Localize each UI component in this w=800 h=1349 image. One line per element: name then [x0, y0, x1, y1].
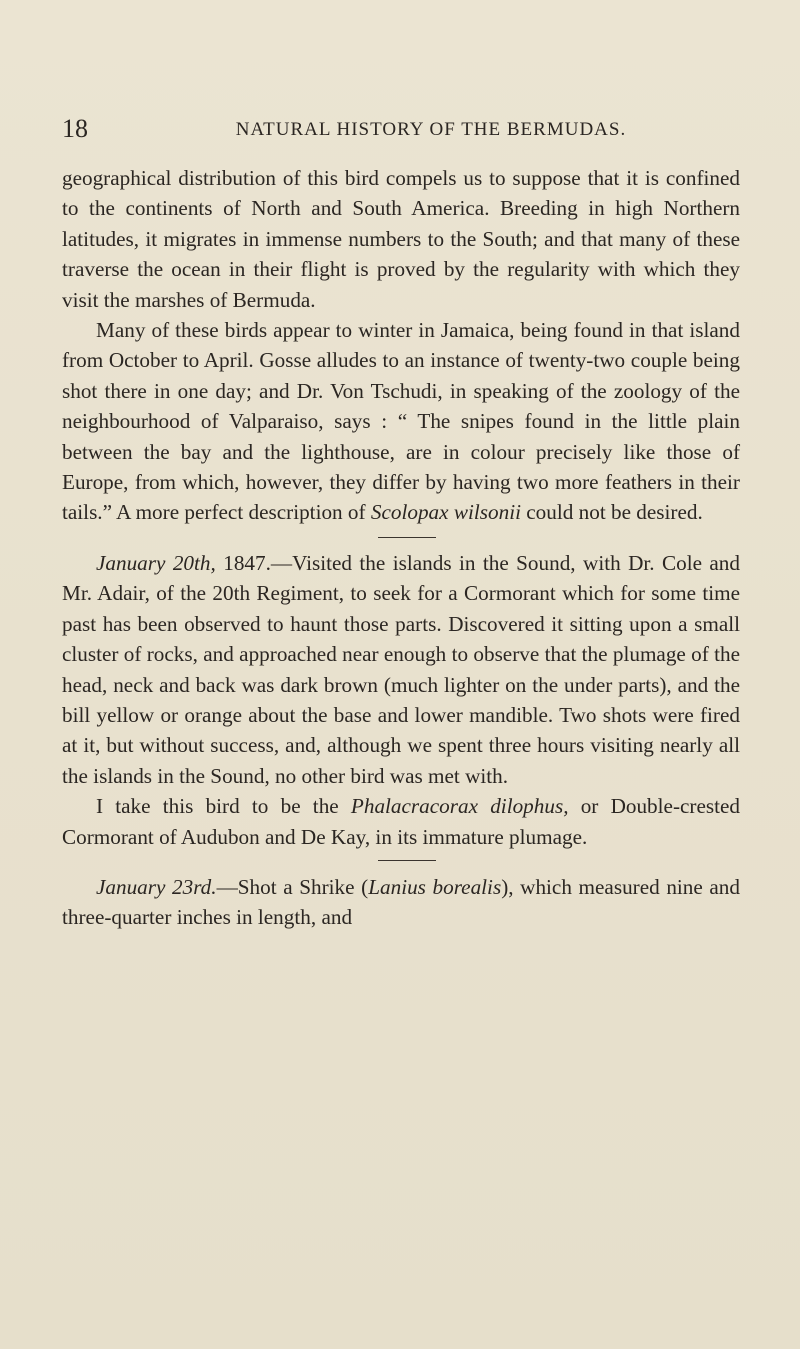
paragraph-cormorant-end: or Double-crested Cormorant of Audubon and De Kay, in its immature plumage. [62, 794, 740, 849]
body-text [62, 163, 740, 933]
paragraph-january-23-end: ), which measured nine and three-quarter inches in length, and [62, 874, 740, 930]
page-number: 18 [62, 114, 88, 143]
paragraph-january-23-text: —Shot a Shrike ( [216, 874, 369, 899]
species-name-lanius: Lanius borealis [368, 874, 502, 899]
section-divider [378, 860, 436, 861]
paragraph-january-23 [62, 872, 740, 933]
running-head [62, 112, 740, 146]
paragraph-cormorant [62, 791, 740, 852]
section-divider [378, 537, 436, 538]
paragraph-january-20-text: 1847.—Visited the islands in the Sound, with Dr. Cole and Mr. Adair, of the 20th Regiment, to seek for a Cormorant which for some time past has been observed to haunt those parts. Discovered it sitting upon a small cluster of rocks, and approached near enough to observe that the plumage of the head, neck and back was dark brown (much lighter on the under parts), and the bill yellow or orange about the base and lower mandible. Two shots were fired at it, but without success, and, although we spent three hours visiting nearly all the islands in the Sound, no other bird was met with. [62, 550, 740, 788]
paragraph-distribution: geographical distribution of this bird compels us to suppose that it is confined to the continents of North and South America. Breeding in high Northern latitudes, it migrates in immense numbers to the South; and that many of these traverse the ocean in their flight is proved by the regularity with which they visit the marshes of Bermuda. [62, 166, 740, 312]
entry-date-jan-20: January 20th, [96, 550, 216, 575]
paragraph-jamaica-text: Many of these birds appear to winter in Jamaica, being found in that island from October to April. Gosse alludes to an instance of twenty-two couple being shot there in one day; and Dr. Von Tschudi, in speaking of the zoology of the neighbourhood of Valparaiso, says : “ The snipes found in the little plain between the bay and the lighthouse, are in colour precisely like those of Europe, from which, however, they differ by having two more feathers in their tails.” A more perfect description of [62, 318, 740, 525]
paragraph-january-20 [62, 548, 740, 791]
paragraph-jamaica [62, 315, 740, 528]
species-name-scolopax: Scolopax wilsonii [370, 500, 521, 525]
paragraph-cormorant-text: I take this bird to be the [96, 794, 351, 819]
species-name-phalacracorax: Phalacracorax dilophus, [350, 794, 569, 819]
entry-date-jan-23: January 23rd. [96, 874, 217, 899]
running-title: NATURAL HISTORY OF THE BERMUDAS. [235, 119, 627, 140]
paragraph-jamaica-end: could not be desired. [520, 500, 703, 525]
